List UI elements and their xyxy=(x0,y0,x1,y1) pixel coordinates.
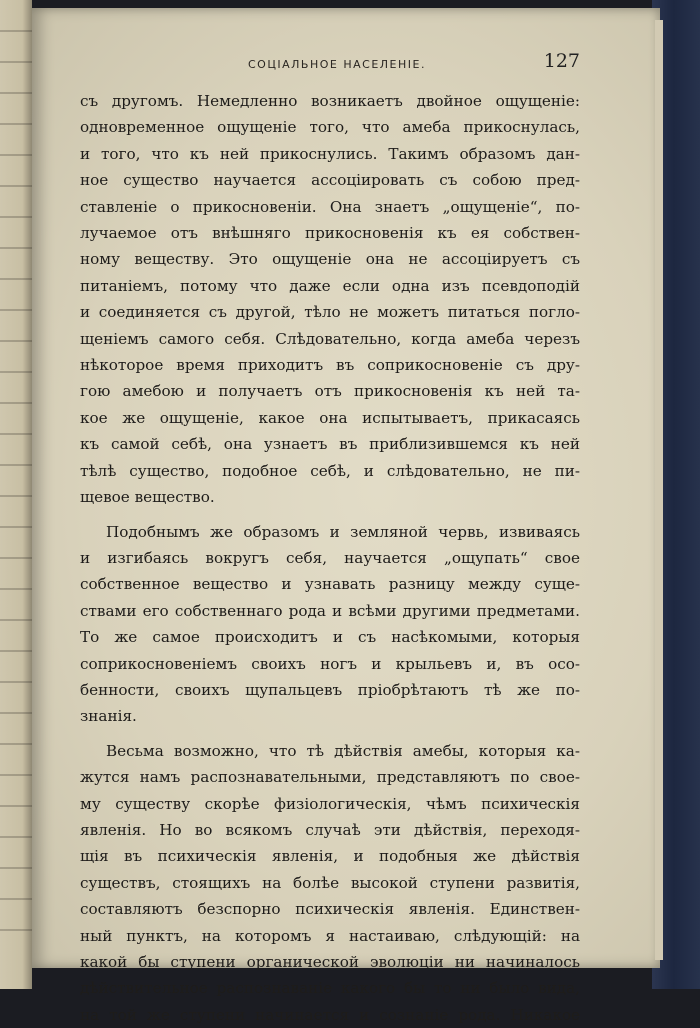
page-stack-edge xyxy=(655,20,663,960)
text-line: щія въ психическія явленія, и подобныя же дѣйствія xyxy=(80,847,580,866)
text-line: му существу скорѣе физіологическія, чѣмъ психическія xyxy=(80,794,580,813)
text-line: тѣлѣ существо, подобное себѣ, и слѣдовательно, не пи- xyxy=(80,461,580,480)
text-line: щеніемъ самого себя. Слѣдовательно, когда амеба черезъ xyxy=(80,329,580,348)
text-line: и изгибаясь вокругъ себя, научается „ощупать“ свое xyxy=(80,548,580,567)
text-line: знанія. xyxy=(80,707,137,726)
paragraph xyxy=(80,519,580,730)
paragraph xyxy=(80,88,580,511)
text-line: и соединяется съ другой, тѣло не можетъ питаться погло- xyxy=(80,303,580,322)
paragraph xyxy=(80,738,580,1028)
page-number: 127 xyxy=(543,50,580,72)
text-line: жутся намъ распознавательными, представляютъ по свое- xyxy=(80,768,580,787)
text-line: щевое вещество. xyxy=(80,488,215,507)
text-line: дѣйствительное распознаваніе какого бы то ни было вида, xyxy=(80,979,580,998)
text-line: ный пунктъ, на которомъ я настаиваю, слѣдующій: на xyxy=(80,926,580,945)
text-line: кое же ощущеніе, какое она испытываетъ, прикасаясь xyxy=(80,408,580,427)
text-line: и того, что къ ней прикоснулись. Такимъ образомъ дан- xyxy=(80,144,580,163)
text-line: явленія. Но во всякомъ случаѣ эти дѣйствія, переходя- xyxy=(80,820,580,839)
running-head: СОЦІАЛЬНОЕ НАСЕЛЕНІЕ. xyxy=(248,58,426,71)
text-line: существъ, стоящихъ на болѣе высокой ступени развитія, xyxy=(80,873,580,892)
text-line: ставленіе о прикосновеніи. Она знаетъ „ощущеніе“, по- xyxy=(80,197,580,216)
text-line: Подобнымъ же образомъ и земляной червь, извиваясь xyxy=(106,522,580,541)
text-line: ному веществу. Это ощущеніе она не ассоціируетъ съ xyxy=(80,250,580,269)
text-line: соприкосновеніемъ своихъ ногъ и крыльевъ и, въ осо- xyxy=(80,654,580,673)
page-header xyxy=(80,50,580,80)
text-line: собственное вещество и узнавать разницу между суще- xyxy=(80,575,580,594)
left-page-text-fragments xyxy=(0,30,32,960)
text-line: къ самой себѣ, она узнаетъ въ приблизившемся къ ней xyxy=(80,435,580,454)
text-line: на той же ступени начинается и сознаніе рода. Никакое xyxy=(80,1005,580,1024)
text-line: То же самое происходитъ и съ насѣкомыми, которыя xyxy=(80,628,580,647)
text-line: какой бы ступени органической эволюціи ни начиналось xyxy=(80,953,580,971)
text-line: съ другомъ. Немедленно возникаетъ двойное ощущеніе: xyxy=(80,92,580,110)
text-line: лучаемое отъ внѣшняго прикосновенія къ ея собствен- xyxy=(80,224,580,243)
text-line: одновременное ощущеніе того, что амеба прикоснулась, xyxy=(80,118,580,137)
text-line: питаніемъ, потому что даже если одна изъ псевдоподій xyxy=(80,276,580,295)
text-line: бенности, своихъ щупальцевъ пріобрѣтаютъ тѣ же по- xyxy=(80,680,580,699)
text-line: Весьма возможно, что тѣ дѣйствія амебы, которыя ка- xyxy=(106,741,580,760)
text-line: нѣкоторое время приходитъ въ соприкосновеніе съ дру- xyxy=(80,356,580,375)
left-page-edge xyxy=(0,0,32,989)
text-line: ствами его собственнаго рода и всѣми другими предметами. xyxy=(80,601,580,620)
page-body-text xyxy=(80,88,580,1028)
text-line: гою амебою и получаетъ отъ прикосновенія къ ней та- xyxy=(80,382,580,401)
text-line: ное существо научается ассоціировать съ собою пред- xyxy=(80,171,580,190)
text-line: составляютъ безспорно психическія явленія. Единствен- xyxy=(80,900,580,919)
